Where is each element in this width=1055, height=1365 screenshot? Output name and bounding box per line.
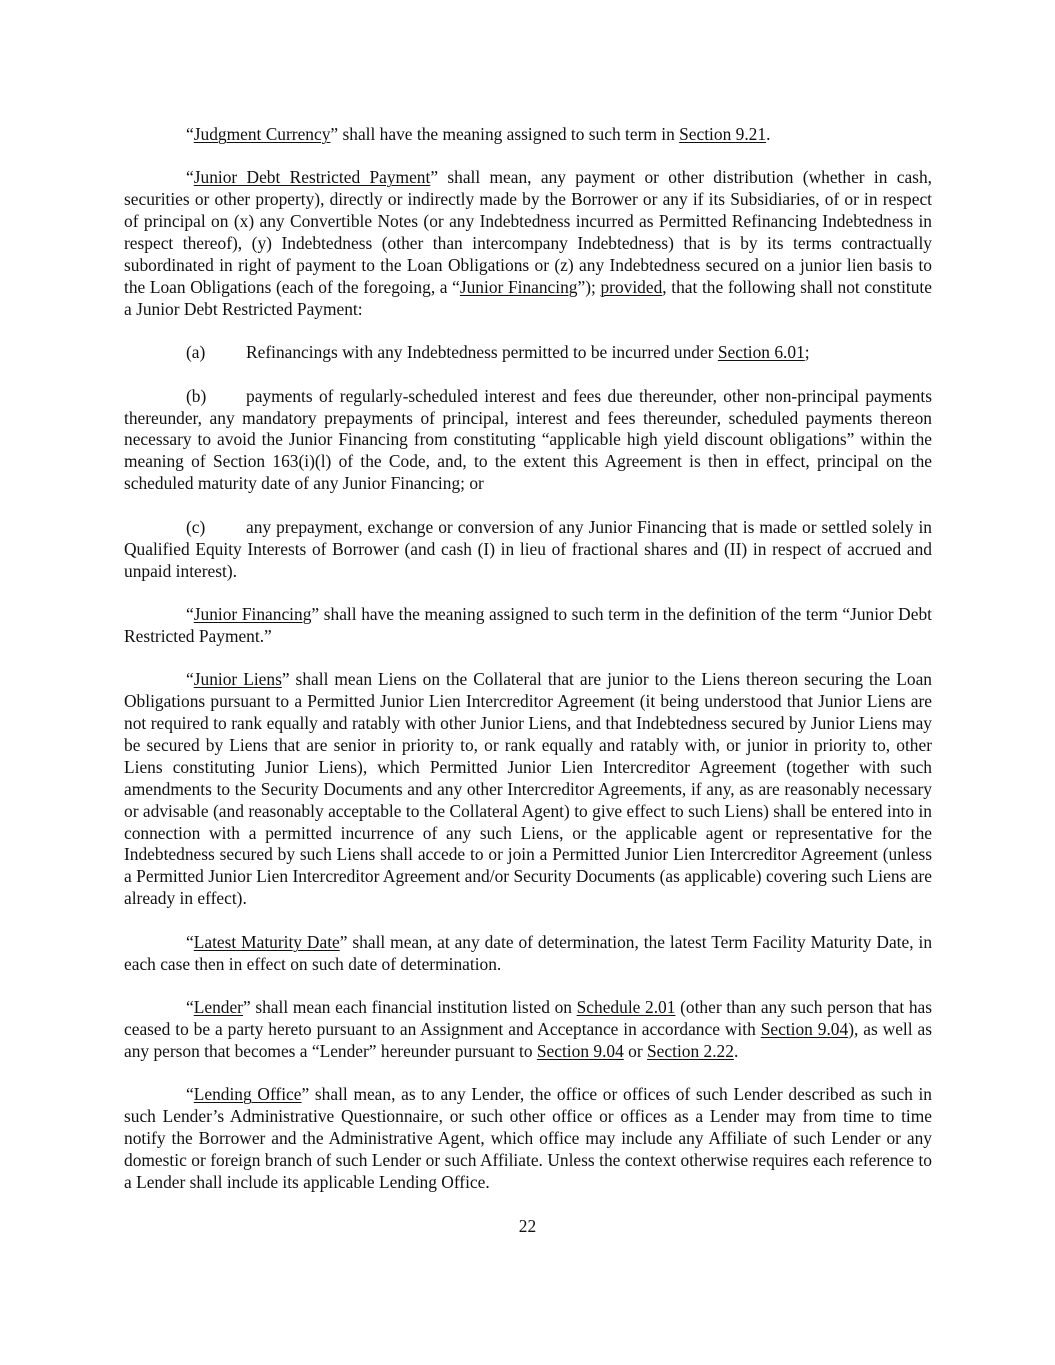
text-segment: ” shall mean, at any date of determination, the latest Term Facility Maturity Date, in each case then in effect on such date of determination. [124,931,933,974]
text-segment: ” shall mean each financial institution listed on [242,997,577,1017]
underlined-term: Section 6.01 [717,342,805,363]
text-segment: ), as well as any person that becomes a “Lender” hereunder pursuant to [124,1018,932,1061]
underlined-term: Section 9.04 [760,1018,849,1039]
definition-paragraph [124,1084,932,1194]
text-segment: “ [186,1084,194,1105]
underlined-term: Junior Financing [193,603,312,624]
text-segment: or [623,1040,647,1061]
list-item [124,517,932,583]
underlined-term: Section 2.22 [647,1040,734,1061]
text-segment: “ [186,603,194,624]
item-label: (c) [186,516,206,537]
text-segment: . [766,124,771,144]
underlined-term: Judgment Currency [193,124,331,144]
list-item [124,386,932,496]
underlined-term: Section 9.21 [679,124,767,144]
definition-paragraph [124,604,932,648]
underlined-term: Lender [193,997,243,1017]
underlined-term: Latest Maturity Date [193,931,340,952]
list-item [124,342,932,364]
underlined-term: Lending Office [193,1084,302,1105]
text-segment: (other than any such person that has ceased to be a party hereto pursuant to an Assignment and Acceptance in accordance with [124,997,933,1039]
text-segment: “ [186,997,194,1017]
item-label: (b) [186,385,207,406]
underlined-term: Junior Financing [459,276,578,297]
underlined-term: provided [600,276,663,297]
underlined-term: Junior Debt Restricted Payment [193,167,431,188]
page-number: 22 [518,1215,537,1236]
text-segment: “ [186,167,194,188]
item-label: (a) [186,342,206,363]
definition-paragraph [124,167,932,320]
text-segment: ” shall mean, as to any Lender, the office or offices of such Lender described as such in such Lender’s Administrative Questionnaire, or such other office or offices as a Lender may from time to time notify the Borrower and the Administrative Agent, which office may include any Affiliate of such Lender or any domestic or foreign branch of such Lender or such Affiliate. Unless the context otherwise requires each reference to a Lender shall include its applicable Lending Office. [124,1084,932,1192]
definition-paragraph [124,124,932,146]
underlined-term: Junior Liens [193,669,282,690]
underlined-term: Schedule 2.01 [576,997,676,1017]
text-segment: “ [186,669,194,690]
text-segment: ” shall mean, any payment or other distribution (whether in cash, securities or other property), directly or indirectly made by the Borrower or any if its Subsidiaries, of or in respect of principal on (x) any Convertible Notes (or any Indebtedness incurred as Permitted Refinancing Indebtedness in respect thereof), (y) Indebtedness (other than intercompany Indebtedness) that is by its terms contractually subordinated in right of payment to the Loan Obligations or (z) any Indebtedness secured on a junior lien basis to the Loan Obligations (each of the foregoing, a “ [124,167,932,297]
text-segment: “ [186,124,194,144]
text-segment: ” shall mean Liens on the Collateral that are junior to the Liens thereon securing the Loan Obligations pursuant to a Permitted Junior Lien Intercreditor Agreement (it being understood that Junior Liens are not required to rank equally and ratably with other Junior Liens, and that Indebtedness secured by Junior Liens may be secured by Liens that are senior in priority to, or rank equally and ratably with, or junior in priority to, other Liens constituting Junior Liens), which Permitted Junior Lien Intercreditor Agreement (together with such amendments to the Security Documents and any other Intercreditor Agreements, if any, as are reasonably necessary or advisable (and reasonably acceptable to the Collateral Agent) to give effect to such Liens) shall be entered into in connection with a permitted incurrence of any such Liens, or the applicable agent or representative for the Indebtedness secured by such Liens shall accede to or join a Permitted Junior Lien Intercreditor Agreement (unless a Permitted Junior Lien Intercreditor Agreement and/or Security Documents (as applicable) covering such Liens are already in effect). [124,669,932,909]
text-segment: ” shall have the meaning assigned to such term in [330,124,680,144]
text-segment: Refinancings with any Indebtedness permitted to be incurred under [246,342,718,363]
text-segment: ” shall have the meaning assigned to such term in the definition of the term “Junior Debt Restricted Payment.” [124,603,932,646]
definition-paragraph [124,932,932,976]
text-segment: ”); [577,276,601,297]
text-segment: . [733,1040,739,1061]
definition-paragraph [124,997,932,1063]
definition-paragraph [124,669,932,910]
underlined-term: Section 9.04 [536,1040,624,1061]
text-segment: any prepayment, exchange or conversion of any Junior Financing that is made or settled solely in Qualified Equity Interests of Borrower (and cash (I) in lieu of fractional shares and (II) in respect of accrued and unpaid interest). [124,516,932,581]
text-segment: payments of regularly-scheduled interest and fees due thereunder, other non-principal payments thereunder, any mandatory prepayments of principal, interest and fees thereunder, scheduled payments thereon necessary to avoid the Junior Financing from constituting “applicable high yield discount obligations” within the meaning of Section 163(i)(l) of the Code, and, to the extent this Agreement is then in effect, principal on the scheduled maturity date of any Junior Financing; or [124,385,932,494]
text-segment: ; [804,342,810,363]
document-body [124,0,932,1194]
text-segment: , that the following shall not constitute a Junior Debt Restricted Payment: [124,276,932,319]
text-segment: “ [186,931,194,952]
